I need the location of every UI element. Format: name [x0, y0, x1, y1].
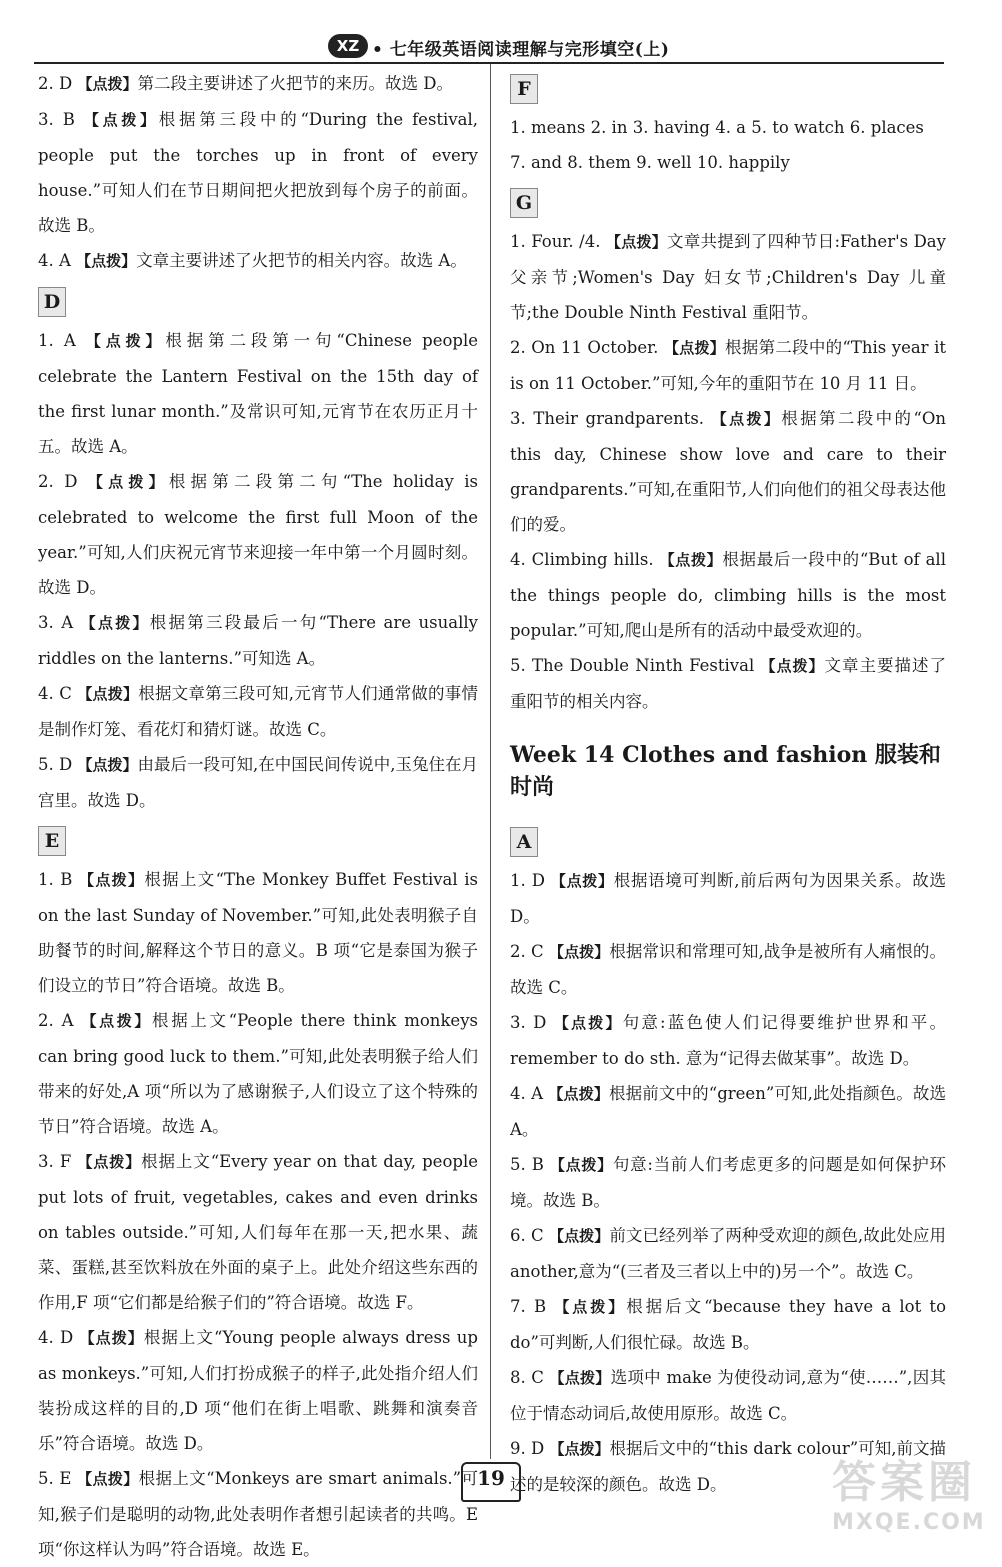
- hint-tag: 【点拨】: [77, 1470, 139, 1488]
- section-letter: G: [510, 188, 538, 218]
- answer-item: 1. A 【点拨】根据第二段第一句“Chinese people celebrate the Lantern Festival on the 15th day of the first lunar month.”及常识可知,元宵节在农历正月十五。故选 A。: [38, 331, 478, 456]
- hint-tag: 【点拨】: [76, 252, 137, 270]
- answer-item: 1. D 【点拨】根据语境可判断,前后两句为因果关系。故选 D。: [510, 871, 946, 926]
- answer-item: 4. Climbing hills. 【点拨】根据最后一段中的“But of all the things people do, climbing hills is the most popular.”可知,爬山是所有的活动中最受欢迎的。: [510, 550, 946, 640]
- hint-tag: 【点拨】: [550, 872, 614, 890]
- answer-item: 3. A 【点拨】根据第三段最后一句“There are usually riddles on the lanterns.”可知选 A。: [38, 613, 478, 668]
- hint-tag: 【点拨】: [663, 339, 726, 357]
- book-title: • 七年级英语阅读理解与完形填空(上): [372, 40, 670, 60]
- answer-item: 4. A 【点拨】根据前文中的“green”可知,此处指颜色。故选 A。: [510, 1084, 946, 1139]
- answer-item: 2. C 【点拨】根据常识和常理可知,战争是被所有人痛恨的。故选 C。: [510, 942, 946, 997]
- series-logo: XZ: [328, 34, 368, 58]
- section-heading: [38, 818, 478, 862]
- section-letter: A: [510, 827, 538, 857]
- answer-item: 3. B 【点拨】根据第三段中的“During the festival, people put the torches up in front of every house.”可知人们在节日期间把火把放到每个房子的前面。故选 B。: [38, 110, 478, 235]
- hint-tag: 【点拨】: [77, 685, 139, 703]
- answer-item: 3. F 【点拨】根据上文“Every year on that day, people put lots of fruit, vegetables, cakes and even drinks on tables outside.”可知,人们每年在那一天,把水果、蔬菜、蛋糕,甚至饮料放在外面的桌子上。此处介绍这些东西的作用,F 项“它们都是给猴子们的”符合语境。故选 F。: [38, 1152, 478, 1312]
- answer-item: 9. D 【点拨】根据后文中的“this dark colour”可知,前文描述的是较深的颜色。故选 D。: [510, 1439, 946, 1494]
- answer-item: 2. D 【点拨】根据第二段第二句“The holiday is celebrated to welcome the first full Moon of the year.”可知,人们庆祝元宵节来迎接一年中第一个月圆时刻。故选 D。: [38, 472, 478, 597]
- answer-item: 4. D 【点拨】根据上文“Young people always dress up as monkeys.”可知,人们打扮成猴子的样子,此处指介绍人们装扮成这样的目的,D 项“他们在街上唱歌、跳舞和演奏音乐”符合语境。故选 D。: [38, 1328, 478, 1453]
- hint-tag: 【点拨】: [549, 1369, 611, 1387]
- section-heading: [510, 819, 946, 863]
- answer-item: 5. D 【点拨】由最后一段可知,在中国民间传说中,玉兔住在月宫里。故选 D。: [38, 755, 478, 810]
- page-number: 19: [477, 1466, 505, 1490]
- answer-item: 4. C 【点拨】根据文章第三段可知,元宵节人们通常做的事情是制作灯笼、看花灯和猜灯谜。故选 C。: [38, 684, 478, 739]
- hint-tag: 【点拨】: [553, 1014, 623, 1032]
- week-heading: Week 14 Clothes and fashion 服装和时尚: [510, 742, 941, 800]
- hint-tag: 【点拨】: [83, 111, 159, 129]
- answer-item: 4. A 【点拨】文章主要讲述了火把节的相关内容。故选 A。: [38, 251, 467, 270]
- page-footer: [461, 1462, 519, 1502]
- answer-item: 1. means 2. in 3. having 4. a 5. to watch 6. places: [510, 118, 924, 137]
- watermark-logo: [832, 1446, 992, 1535]
- hint-tag: 【点拨】: [81, 1012, 153, 1030]
- section-letter: D: [38, 287, 66, 317]
- column-divider: [490, 64, 491, 1459]
- hint-tag: 【点拨】: [554, 1298, 627, 1316]
- hint-tag: 【点拨】: [87, 473, 169, 491]
- answer-item: 1. Four. /4. 【点拨】文章共提到了四种节日:Father's Day 父亲节;Women's Day 妇女节;Children's Day 儿童节;the Double Ninth Festival 重阳节。: [510, 232, 946, 322]
- hint-tag: 【点拨】: [659, 551, 723, 569]
- hint-tag: 【点拨】: [79, 1329, 144, 1347]
- hint-tag: 【点拨】: [548, 1085, 609, 1103]
- section-heading: [38, 279, 478, 323]
- watermark-url: MXQE.COM: [832, 1510, 986, 1535]
- answer-item: 2. A 【点拨】根据上文“People there think monkeys can bring good luck to them.”可知,此处表明猴子给人们带来的好处,A 项“所以为了感谢猴子,人们设立了这个特殊的节日”符合语境。故选 A。: [38, 1011, 478, 1136]
- hint-tag: 【点拨】: [549, 943, 610, 961]
- hint-tag: 【点拨】: [605, 233, 667, 251]
- hint-tag: 【点拨】: [79, 871, 145, 889]
- section-heading: [510, 66, 946, 110]
- hint-tag: 【点拨】: [80, 614, 150, 632]
- hint-tag: 【点拨】: [549, 1227, 610, 1245]
- answer-item: 6. C 【点拨】前文已经列举了两种受欢迎的颜色,故此处应用 another,意为“(三者及三者以上中的)另一个”。故选 C。: [510, 1226, 946, 1281]
- hint-tag: 【点拨】: [85, 332, 166, 350]
- answer-item: 5. B 【点拨】句意:当前人们考虑更多的问题是如何保护环境。故选 B。: [510, 1155, 946, 1210]
- answer-item: 3. D 【点拨】句意:蓝色使人们记得要维护世界和平。remember to do sth. 意为“记得去做某事”。故选 D。: [510, 1013, 946, 1068]
- watermark-text: 答案圈: [832, 1457, 976, 1508]
- answer-item: 5. E 【点拨】根据上文“Monkeys are smart animals.”可知,猴子们是聪明的动物,此处表明作者想引起读者的共鸣。E 项“你这样认为吗”符合语境。故选 E。: [38, 1469, 478, 1559]
- hint-tag: 【点拨】: [760, 657, 825, 675]
- section-letter: E: [38, 826, 66, 856]
- answer-item: 7. and 8. them 9. well 10. happily: [510, 153, 790, 172]
- left-column: [38, 66, 478, 1567]
- hint-tag: 【点拨】: [711, 410, 782, 428]
- hint-tag: 【点拨】: [77, 1153, 142, 1171]
- answer-item: 5. The Double Ninth Festival 【点拨】文章主要描述了重阳节的相关内容。: [510, 656, 946, 711]
- answer-item: 2. On 11 October. 【点拨】根据第二段中的“This year it is on 11 October.”可知,今年的重阳节在 10 月 11 日。: [510, 338, 946, 393]
- answer-item: 2. D 【点拨】第二段主要讲述了火把节的来历。故选 D。: [38, 74, 453, 93]
- hint-tag: 【点拨】: [77, 75, 138, 93]
- answer-item: 3. Their grandparents. 【点拨】根据第二段中的“On this day, Chinese show love and care to their grandparents.”可知,在重阳节,人们向他们的祖父母表达他们的爱。: [510, 409, 946, 534]
- header-rule: [34, 62, 944, 64]
- answer-item: 7. B 【点拨】根据后文“because they have a lot to do”可判断,人们很忙碌。故选 B。: [510, 1297, 947, 1352]
- right-column: [510, 66, 946, 1502]
- section-letter: F: [510, 74, 538, 104]
- page-header: [34, 32, 944, 62]
- answer-item: 8. C 【点拨】选项中 make 为使役动词,意为“使……”,因其位于情态动词后,故使用原形。故选 C。: [510, 1368, 946, 1423]
- hint-tag: 【点拨】: [549, 1440, 610, 1458]
- answer-item: 1. B 【点拨】根据上文“The Monkey Buffet Festival is on the last Sunday of November.”可知,此处表明猴子自助餐节的时间,解释这个节日的意义。B 项“它是泰国为猴子们设立的节日”符合语境。故选 B。: [38, 870, 478, 995]
- hint-tag: 【点拨】: [77, 756, 138, 774]
- hint-tag: 【点拨】: [549, 1156, 613, 1174]
- section-heading: [510, 180, 946, 224]
